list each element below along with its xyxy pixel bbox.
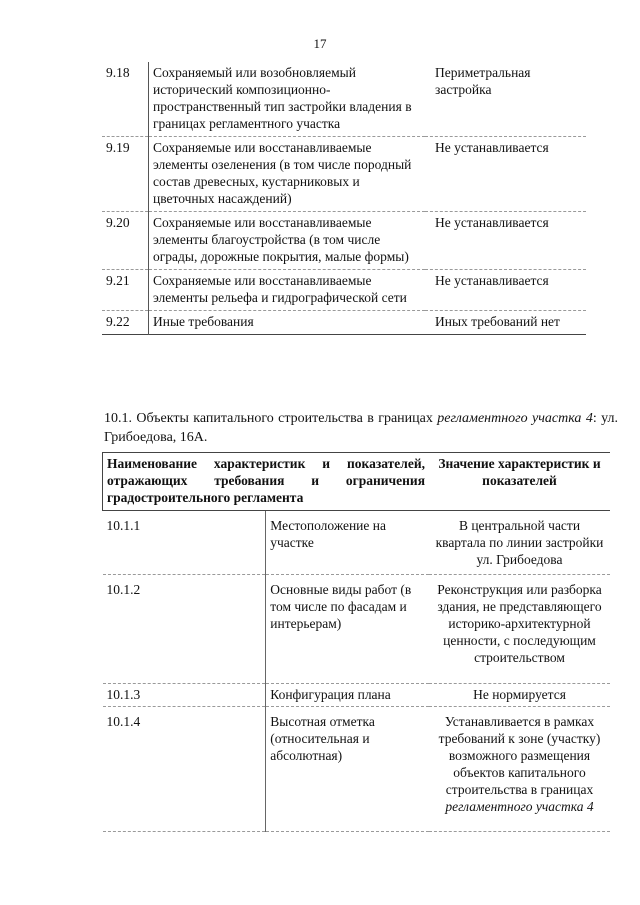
row-name: Иные требования [149,311,426,335]
row-name: Сохраняемые или восстанавливаемые элементы благоустройства (в том числе ограды, дорожные покрытия, малые формы) [149,212,426,270]
row-value: Не устанавливается [435,140,549,155]
row-value: В центральной части квартала по линии застройки ул. Грибоедова [435,518,604,567]
section-heading-italic: регламентного участка 4 [437,411,593,426]
header-value: Значение характеристик и показателей [429,453,610,511]
row-value-italic: регламентного участка 4 [445,799,594,814]
row-value: Реконструкция или разборка здания, не представляющего историко-архитектурной ценности, с последующим строительством [437,582,602,665]
row-value: Периметральная застройка [435,65,531,97]
section-heading-prefix: 10.1. Объекты капитального строительства в границах [104,411,438,426]
table-row [102,270,586,311]
row-value: Иных требований нет [435,314,560,329]
page-number: 17 [313,36,327,51]
table-capital-construction [102,452,610,832]
table-row [102,62,586,137]
row-value-text: Устанавливается в рамках требований к зоне (участку) возможного размещения объектов капитального строительства в границах [438,714,601,797]
row-name: Местоположение на участке [266,511,429,575]
row-name: Высотная отметка (относительная и абсолютная) [266,707,429,832]
row-value [429,707,610,832]
row-name: Основные виды работ (в том числе по фасадам и интерьерам) [266,575,429,684]
table-row [102,311,586,335]
row-number: 10.1.2 [106,582,141,597]
table-row [103,575,611,684]
row-number: 10.1.4 [106,714,141,729]
row-value: Не нормируется [473,687,566,702]
table-row [103,707,611,832]
row-name: Сохраняемые или восстанавливаемые элементы рельефа и гидрографической сети [149,270,426,311]
table-row [102,137,586,212]
table-row [103,511,611,575]
row-number: 9.20 [106,215,130,230]
row-number: 9.21 [106,273,130,288]
section-heading [104,409,618,447]
row-number: 9.22 [106,314,130,329]
row-name: Конфигурация плана [266,684,429,707]
header-name: Наименование характеристик и показателей, отражающих требования и ограничения градостроительного регламента [103,453,430,511]
table-header-row [103,453,611,511]
row-name: Сохраняемый или возобновляемый исторический композиционно-пространственный тип застройки владения в границах регламентного участка [149,62,426,137]
table-row [103,684,611,707]
row-number: 10.1.1 [106,518,141,533]
table-row [102,212,586,270]
row-number: 9.19 [106,140,130,155]
section-heading-suffix: : ул. Грибоедова, 16А. [104,411,618,445]
row-value: Не устанавливается [435,273,549,288]
table-regulations-9 [102,62,586,335]
row-value: Не устанавливается [435,215,549,230]
row-number: 10.1.3 [106,687,141,702]
row-number: 9.18 [106,65,130,80]
row-name: Сохраняемые или восстанавливаемые элементы озеленения (в том числе породный состав древесных, кустарниковых и цветочных насаждений) [149,137,426,212]
